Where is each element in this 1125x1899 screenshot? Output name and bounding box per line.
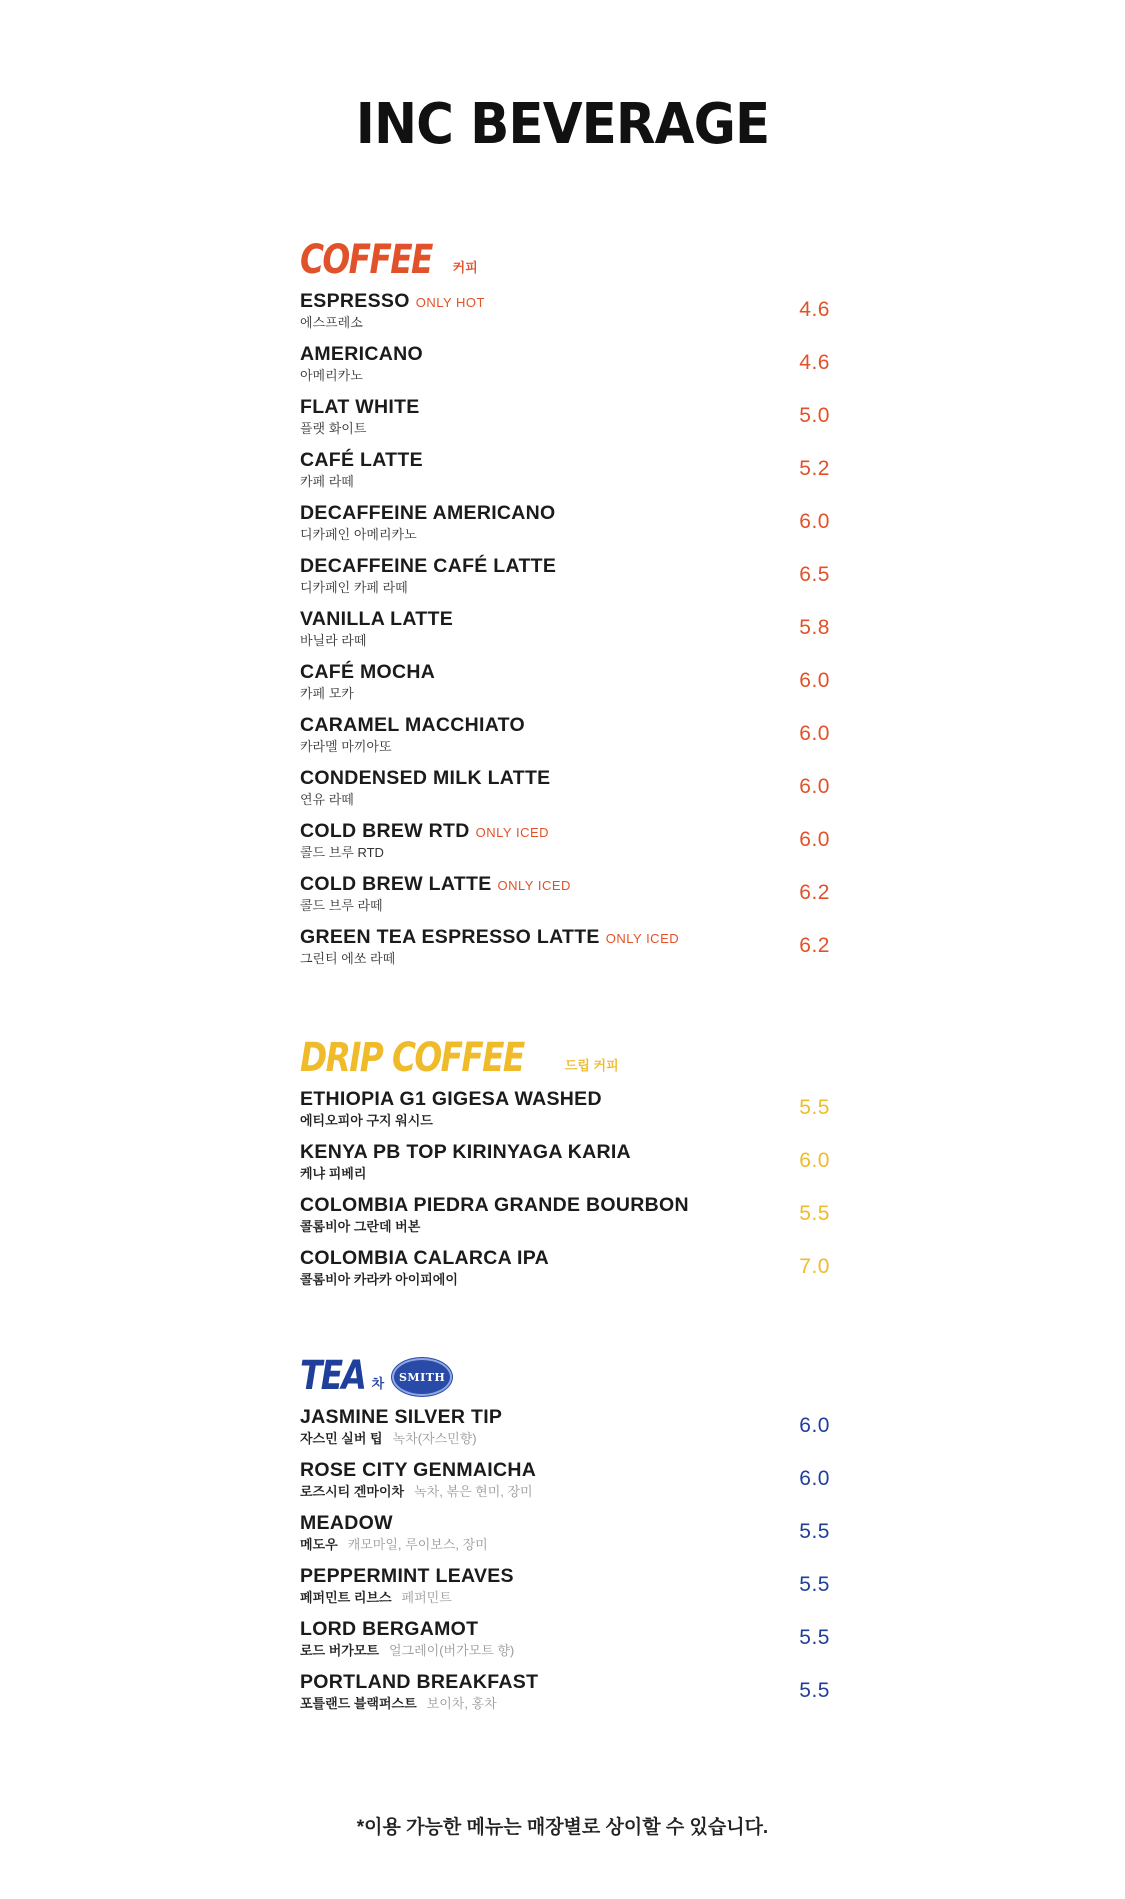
item-korean-text: 바닐라 라떼	[300, 633, 367, 648]
item-korean-text: 콜롬비아 카라카 아이피에이	[300, 1272, 458, 1287]
menu-item	[300, 918, 830, 971]
item-korean-text: 에티오피아 구지 워시드	[300, 1113, 433, 1128]
item-price: 6.0	[799, 1467, 830, 1490]
item-price: 6.0	[799, 775, 830, 798]
item-korean-name	[300, 948, 395, 967]
item-price: 5.5	[799, 1573, 830, 1596]
item-name-text: MEADOW	[300, 1512, 393, 1534]
item-note: 얼그레이(버가모트 향)	[388, 1643, 515, 1658]
item-name-text: DECAFFEINE AMERICANO	[300, 502, 556, 524]
item-korean-text: 에스프레소	[300, 315, 363, 330]
menu-item	[300, 1504, 830, 1557]
item-korean-text: 플랫 화이트	[300, 421, 367, 436]
item-name-text: CAFÉ LATTE	[300, 449, 423, 471]
item-note: 페퍼민트	[401, 1590, 452, 1605]
item-price: 5.2	[799, 457, 830, 480]
menu-item	[300, 282, 830, 335]
item-name	[300, 1247, 549, 1270]
item-name	[300, 820, 549, 843]
item-name-text: COLOMBIA PIEDRA GRANDE BOURBON	[300, 1194, 689, 1216]
item-korean-name	[300, 630, 366, 649]
item-name-text: ROSE CITY GENMAICHA	[300, 1459, 537, 1481]
item-name	[300, 1565, 514, 1588]
item-name-text: CONDENSED MILK LATTE	[300, 767, 551, 789]
item-note: 녹차(자스민향)	[392, 1431, 477, 1446]
tea-list	[300, 1398, 830, 1716]
item-name	[300, 343, 423, 366]
menu-item	[300, 1080, 830, 1133]
menu-item	[300, 759, 830, 812]
item-tag: ONLY ICED	[497, 878, 571, 893]
item-korean-text: 포틀랜드 블랙퍼스트	[300, 1696, 417, 1711]
item-price: 5.5	[799, 1096, 830, 1119]
item-korean-name	[300, 471, 354, 490]
item-price: 5.8	[799, 616, 830, 639]
item-price: 6.0	[799, 828, 830, 851]
item-tag: ONLY ICED	[605, 931, 680, 946]
menu-item	[300, 1398, 830, 1451]
item-korean-text: 로드 버가모트	[300, 1643, 379, 1658]
item-korean-text: 디카페인 아메리카노	[300, 527, 417, 542]
drip-coffee-list	[300, 1080, 830, 1292]
menu-item	[300, 388, 830, 441]
item-korean-name	[300, 1640, 514, 1659]
item-korean-text: 아메리카노	[300, 368, 363, 383]
menu-item	[300, 653, 830, 706]
item-korean-name	[300, 1534, 488, 1553]
item-price: 6.2	[799, 934, 830, 957]
item-price: 5.5	[799, 1626, 830, 1649]
item-note: 녹차, 볶은 현미, 장미	[414, 1484, 533, 1499]
item-price: 5.0	[799, 404, 830, 427]
section-title: DRIP COFFEE	[300, 1035, 524, 1081]
item-price: 5.5	[799, 1520, 830, 1543]
item-note: 보이차, 홍차	[426, 1696, 497, 1711]
tea-header	[300, 1334, 830, 1398]
item-korean-text: 디카페인 카페 라떼	[300, 580, 408, 595]
menu-item	[300, 1239, 830, 1292]
section-title: COFFEE	[300, 237, 432, 283]
menu-item	[300, 547, 830, 600]
item-name	[300, 555, 556, 578]
item-korean-name	[300, 524, 417, 543]
item-name-text: LORD BERGAMOT	[300, 1618, 479, 1640]
item-name-text: KENYA PB TOP KIRINYAGA KARIA	[300, 1141, 631, 1163]
item-korean-name	[300, 1216, 420, 1235]
item-name-text: VANILLA LATTE	[300, 608, 454, 630]
item-name	[300, 1618, 478, 1641]
item-tag: ONLY HOT	[415, 295, 485, 310]
menu-item	[300, 494, 830, 547]
item-note: 캐모마일, 루이보스, 장미	[347, 1537, 488, 1552]
item-korean-text: 그린티 에쏘 라떼	[300, 951, 396, 966]
item-korean-name	[300, 683, 354, 702]
item-price: 7.0	[799, 1255, 830, 1278]
item-name-text: FLAT WHITE	[300, 396, 420, 418]
item-name	[300, 1194, 689, 1217]
menu-item	[300, 335, 830, 388]
menu-item	[300, 441, 830, 494]
item-korean-name	[300, 1428, 477, 1447]
item-name-text: PORTLAND BREAKFAST	[300, 1671, 539, 1693]
item-korean-name	[300, 736, 392, 755]
item-name-text: JASMINE SILVER TIP	[300, 1406, 503, 1428]
item-price: 4.6	[799, 298, 830, 321]
item-name	[300, 714, 525, 737]
item-name-text: ETHIOPIA G1 GIGESA WASHED	[300, 1088, 602, 1110]
section-subtitle: 커피	[452, 260, 478, 275]
item-korean-text: 메도우	[300, 1537, 338, 1552]
item-korean-name	[300, 1163, 366, 1182]
item-price: 5.5	[799, 1679, 830, 1702]
menu-item	[300, 600, 830, 653]
section-title: TEA	[300, 1353, 366, 1399]
item-name	[300, 1671, 538, 1694]
item-korean-name	[300, 1693, 497, 1712]
item-name-text: COLD BREW LATTE	[300, 873, 492, 895]
item-korean-name	[300, 1587, 452, 1606]
item-korean-name	[300, 842, 384, 861]
item-name	[300, 926, 679, 949]
item-korean-name	[300, 418, 366, 437]
item-korean-name	[300, 312, 363, 331]
tea-section	[300, 1334, 830, 1716]
coffee-section	[300, 218, 830, 971]
item-name-text: CAFÉ MOCHA	[300, 661, 436, 683]
item-korean-name	[300, 365, 363, 384]
item-tag: ONLY ICED	[475, 825, 550, 840]
item-name	[300, 1459, 536, 1482]
item-name	[300, 449, 423, 472]
section-subtitle: 드립 커피	[564, 1058, 619, 1073]
item-name-text: CARAMEL MACCHIATO	[300, 714, 526, 736]
item-price: 6.0	[799, 669, 830, 692]
menu-item	[300, 1451, 830, 1504]
page-title: INC BEVERAGE	[355, 92, 770, 157]
item-price: 4.6	[799, 351, 830, 374]
coffee-header	[300, 218, 830, 282]
menu-item	[300, 706, 830, 759]
menu-item	[300, 812, 830, 865]
item-name	[300, 396, 420, 419]
menu-item	[300, 1610, 830, 1663]
item-price: 6.5	[799, 563, 830, 586]
menu-item	[300, 1186, 830, 1239]
item-korean-text: 연유 라떼	[300, 792, 354, 807]
item-korean-text: 콜드 브루 라떼	[300, 898, 383, 913]
item-korean-text: 페퍼민트 리브스	[300, 1590, 392, 1605]
item-name	[300, 1088, 602, 1111]
menu-item	[300, 865, 830, 918]
section-subtitle: 차	[371, 1376, 385, 1391]
item-price: 6.2	[799, 881, 830, 904]
item-name	[300, 767, 550, 790]
menu-item	[300, 1557, 830, 1610]
item-korean-text: 자스민 실버 팁	[300, 1431, 383, 1446]
item-korean-name	[300, 1110, 433, 1129]
menu-item	[300, 1663, 830, 1716]
item-name-text: ESPRESSO	[300, 290, 410, 312]
item-korean-name	[300, 1481, 533, 1500]
item-name-text: DECAFFEINE CAFÉ LATTE	[300, 555, 557, 577]
item-name-text: COLD BREW RTD	[300, 820, 470, 842]
item-name	[300, 290, 485, 313]
item-name-text: PEPPERMINT LEAVES	[300, 1565, 514, 1587]
item-price: 6.0	[799, 722, 830, 745]
item-korean-text: 카페 라떼	[300, 474, 354, 489]
item-korean-text: 카페 모카	[300, 686, 354, 701]
item-price: 5.5	[799, 1202, 830, 1225]
item-name-text: GREEN TEA ESPRESSO LATTE	[300, 926, 600, 948]
item-name-text: AMERICANO	[300, 343, 423, 365]
menu-item	[300, 1133, 830, 1186]
item-price: 6.0	[799, 1149, 830, 1172]
item-korean-name	[300, 577, 408, 596]
item-price: 6.0	[799, 1414, 830, 1437]
item-korean-name	[300, 895, 383, 914]
item-name	[300, 608, 453, 631]
item-korean-name	[300, 789, 354, 808]
item-name	[300, 1406, 502, 1429]
item-korean-text: 콜드 브루 RTD	[300, 845, 384, 860]
item-name-text: COLOMBIA CALARCA IPA	[300, 1247, 550, 1269]
item-name	[300, 1141, 631, 1164]
item-korean-name	[300, 1269, 458, 1288]
item-name	[300, 661, 435, 684]
item-price: 6.0	[799, 510, 830, 533]
item-korean-text: 로즈시티 겐마이차	[300, 1484, 405, 1499]
footer-note: *이용 가능한 메뉴는 매장별로 상이할 수 있습니다.	[356, 1817, 769, 1838]
item-name	[300, 502, 556, 525]
smith-tea-logo: SMITH	[392, 1358, 452, 1396]
coffee-list	[300, 282, 830, 971]
item-name	[300, 1512, 393, 1535]
item-korean-text: 케냐 피베리	[300, 1166, 367, 1181]
drip-coffee-header	[300, 1016, 830, 1080]
item-korean-text: 카라멜 마끼아또	[300, 739, 392, 754]
item-korean-text: 콜롬비아 그란데 버본	[300, 1219, 421, 1234]
item-name	[300, 873, 571, 896]
drip-coffee-section	[300, 1016, 830, 1292]
